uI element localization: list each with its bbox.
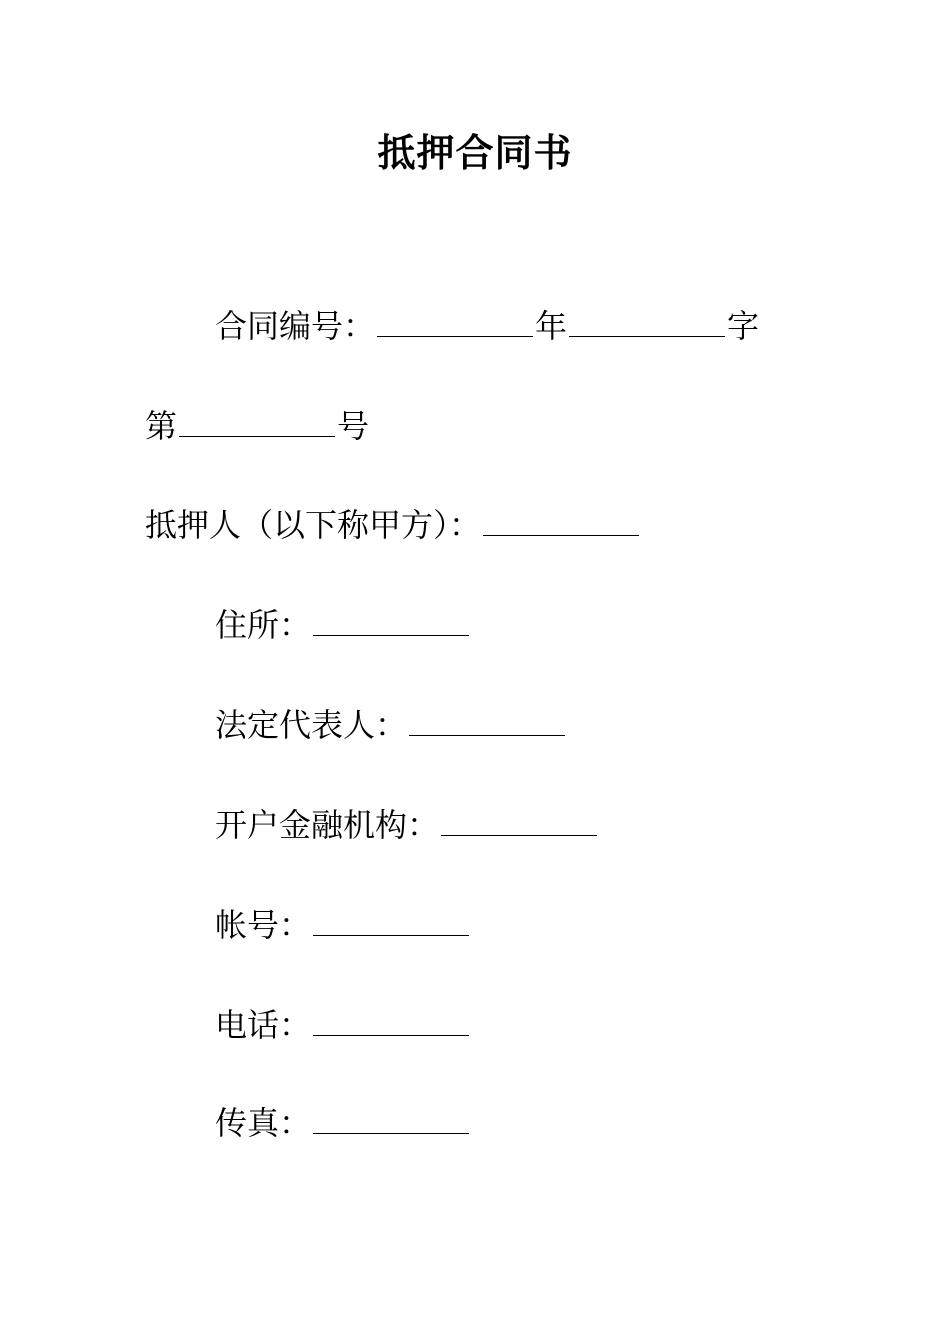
field-line-account [215, 903, 471, 947]
field-label-bank: 开户金融机构： [215, 806, 440, 844]
field-label-fax: 传真： [215, 1104, 312, 1142]
field-label-phone: 电话： [215, 1006, 312, 1044]
field-blank-fax [313, 1101, 469, 1134]
mortgagor-line [145, 503, 641, 547]
contract-year-blank [377, 304, 533, 337]
contract-char-blank [569, 304, 725, 337]
contract-number-prefix: 第 [145, 407, 178, 445]
field-blank-address [313, 603, 469, 636]
contract-number-line [215, 304, 759, 348]
field-blank-legal-representative [409, 703, 565, 736]
field-blank-bank [441, 803, 597, 836]
field-label-account: 帐号： [215, 906, 312, 944]
contract-number-suffix: 号 [337, 407, 370, 445]
field-line-address [215, 603, 471, 647]
field-blank-account [313, 903, 469, 936]
field-line-phone [215, 1003, 471, 1047]
document-title: 抵押合同书 [377, 130, 573, 175]
field-blank-phone [313, 1003, 469, 1036]
contract-number-blank [179, 404, 335, 437]
field-line-bank [215, 803, 599, 847]
field-line-fax [215, 1101, 471, 1145]
mortgagor-blank [483, 503, 639, 536]
field-label-legal-representative: 法定代表人： [215, 706, 408, 744]
field-line-legal-representative [215, 703, 567, 747]
field-label-address: 住所： [215, 606, 312, 644]
mortgagor-label: 抵押人（以下称甲方）： [145, 506, 482, 544]
contract-year-suffix: 年 [535, 307, 568, 345]
contract-char-suffix: 字 [727, 307, 760, 345]
contract-number-line-2 [145, 404, 369, 448]
contract-number-label: 合同编号： [215, 307, 376, 345]
